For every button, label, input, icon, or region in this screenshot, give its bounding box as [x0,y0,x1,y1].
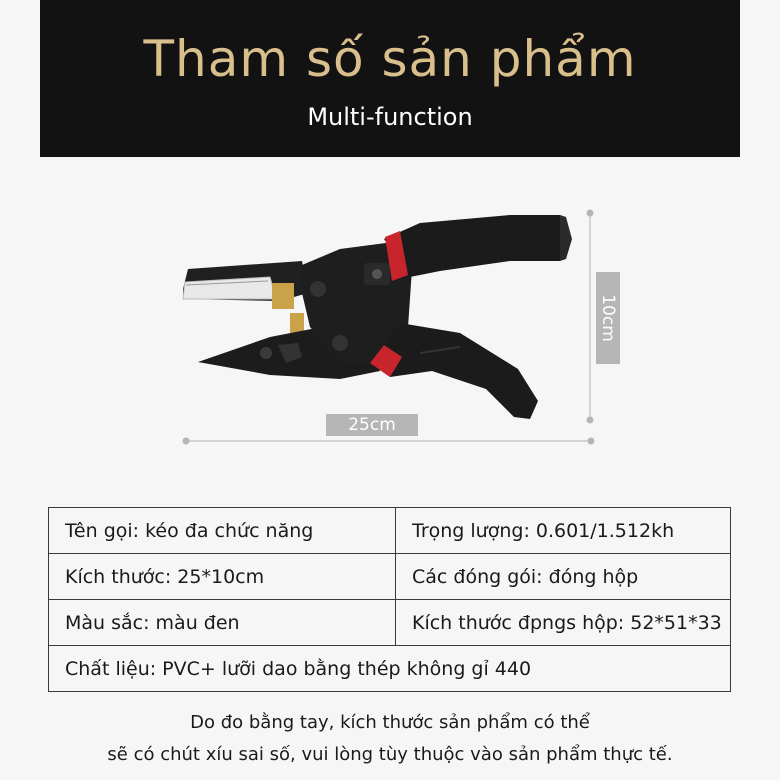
height-dimension-line [587,210,594,424]
spec-box-size: Kích thước đpngs hộp: 52*51*33 [396,600,731,646]
height-label [596,272,620,364]
spec-size: Kích thước: 25*10cm [49,554,396,600]
spec-color: Màu sắc: màu đen [49,600,396,646]
multi-tool-scissors [183,215,572,419]
spec-weight: Trọng lượng: 0.601/1.512kh [396,508,731,554]
note-line-1: Do đo bằng tay, kích thước sản phẩm có thể [190,712,590,733]
table-row [49,554,731,600]
table-row [49,508,731,554]
spec-table [48,507,731,692]
height-label-text: 10cm [598,294,619,342]
product-image [40,157,740,487]
width-dimension-line [183,438,595,445]
width-label: 25cm [326,414,418,436]
page-title: Tham số sản phẩm [143,30,637,88]
page-subtitle: Multi-function [307,103,473,131]
table-row [49,600,731,646]
note-line-2: sẽ có chút xíu sai số, vui lòng tùy thuộc vào sản phẩm thực tế. [107,744,673,765]
spec-packing: Các đóng gói: đóng hộp [396,554,731,600]
table-row [49,646,731,692]
spec-material: Chất liệu: PVC+ lưỡi dao bằng thép không gỉ 440 [49,646,731,692]
header-banner [40,0,740,157]
spec-name: Tên gọi: kéo đa chức năng [49,508,396,554]
